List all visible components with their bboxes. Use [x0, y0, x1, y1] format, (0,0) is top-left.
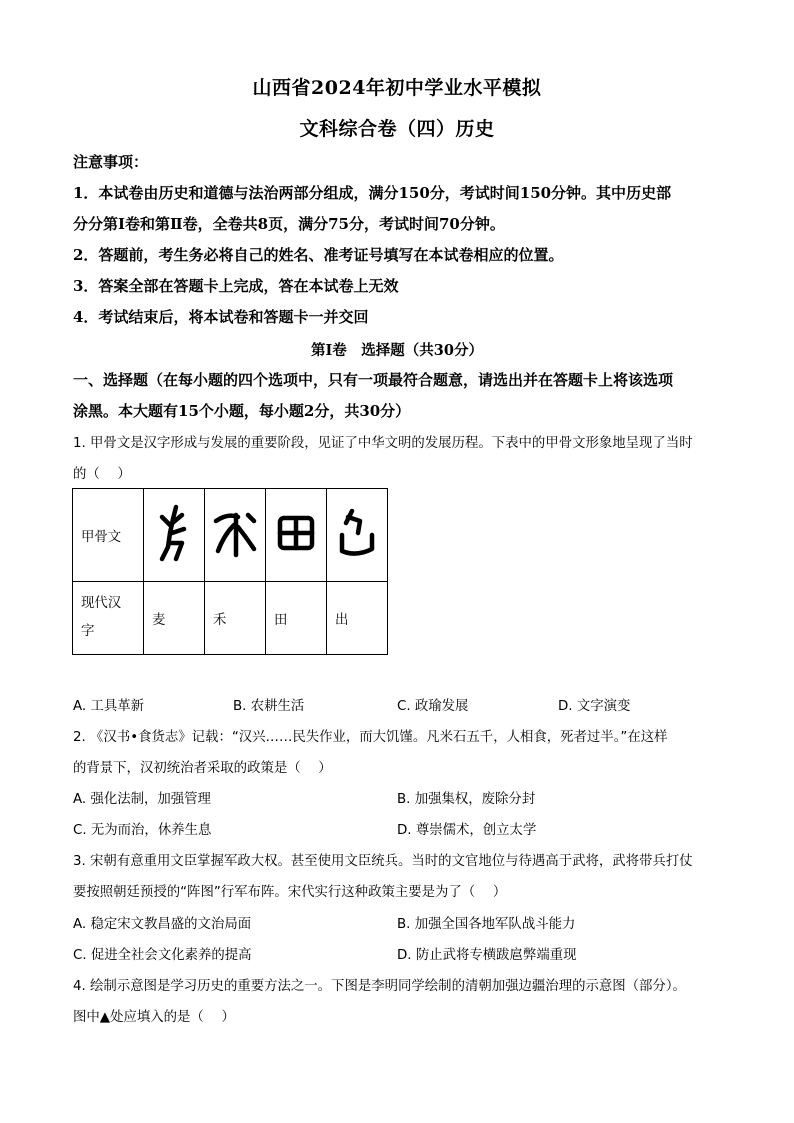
- question-1-option-b[interactable]: B. 农耕生活: [233, 699, 305, 714]
- question-3-option-b[interactable]: B. 加强全国各地军队战斗能力: [397, 917, 576, 932]
- question-1-stem: 1. 甲骨文是汉字形成与发展的重要阶段，见证了中华文明的发展历程。下表中的甲骨文形象地呈现了当时: [73, 436, 693, 451]
- question-2-stem: 的背景下，汉初统治者采取的政策是（ ）: [73, 761, 332, 776]
- oracle-chu-glyph-icon: [334, 505, 380, 561]
- notice-line: 4．考试结束后，将本试卷和答题卡一并交回: [73, 308, 369, 326]
- question-3-option-a[interactable]: A. 稳定宋文教昌盛的文治局面: [73, 917, 252, 932]
- question-4-stem: 图中▲处应填入的是（ ）: [73, 1010, 235, 1025]
- exam-title: 山西省2024年初中学业水平模拟: [252, 77, 542, 99]
- exam-subtitle: 文科综合卷（四）历史: [299, 118, 495, 140]
- notice-line: 1．本试卷由历史和道德与法治两部分组成，满分150分，考试时间150分钟。其中历史部: [73, 184, 672, 202]
- table-cell: [266, 489, 327, 582]
- table-cell: [327, 489, 388, 582]
- table-cell: [205, 489, 266, 582]
- table-cell-label: [73, 582, 144, 655]
- section-title: 第Ⅰ卷 选择题（共30分）: [311, 342, 483, 359]
- table-cell: 出: [327, 582, 388, 655]
- table-row: [73, 582, 388, 655]
- question-3-stem: 要按照朝廷预授的“阵图”行军布阵。宋代实行这种政策主要是为了（ ）: [73, 885, 507, 900]
- question-2-stem: 2. 《汉书•食货志》记载：“汉兴……民失作业，而大饥馑。凡米石五千，人相食，死者过半。”在这样: [73, 730, 668, 745]
- question-3-option-d[interactable]: D. 防止武将专横跋扈弊端重现: [397, 948, 577, 963]
- section-instructions: 一、选择题（在每小题的四个选项中，只有一项最符合题意，请选出并在答题卡上将该选项: [73, 371, 674, 389]
- table-cell: 田: [266, 582, 327, 655]
- table-row-label: 现代汉: [81, 596, 122, 611]
- question-2-option-b[interactable]: B. 加强集权，废除分封: [397, 792, 536, 807]
- section-instructions: 涂黑。本大题有15个小题，每小题2分，共30分）: [73, 402, 411, 420]
- question-1-option-d[interactable]: D. 文字演变: [558, 699, 631, 714]
- oracle-tian-glyph-icon: [275, 513, 317, 553]
- question-4-stem: 4. 绘制示意图是学习历史的重要方法之一。下图是李明同学绘制的清朝加强边疆治理的示意图（部分）。: [73, 979, 686, 994]
- oracle-mai-glyph-icon: [152, 503, 196, 563]
- table-row-label: 字: [81, 624, 95, 639]
- table-row: [73, 489, 388, 582]
- notice-line: 3．答案全部在答题卡上完成，答在本试卷上无效: [73, 277, 399, 295]
- question-3-option-c[interactable]: C. 促进全社会文化素养的提高: [73, 948, 252, 963]
- notice-line: 分分第Ⅰ卷和第Ⅱ卷，全卷共8页，满分75分，考试时间70分钟。: [73, 215, 505, 233]
- notice-heading: 注意事项：: [73, 153, 149, 171]
- question-2-option-a[interactable]: A. 强化法制，加强管理: [73, 792, 211, 807]
- question-3-stem: 3. 宋朝有意重用文臣掌握军政大权。甚至使用文臣统兵。当时的文官地位与待遇高于武将，武将带兵打仗: [73, 854, 693, 869]
- question-2-option-d[interactable]: D. 尊崇儒术，创立太学: [397, 823, 537, 838]
- question-1-option-c[interactable]: C. 政瑜发展: [397, 699, 469, 714]
- question-1-option-a[interactable]: A. 工具革新: [73, 699, 144, 714]
- table-cell-label: 甲骨文: [73, 489, 144, 582]
- question-1-stem: 的（ ）: [73, 467, 131, 482]
- oracle-he-glyph-icon: [212, 505, 258, 561]
- table-cell: 禾: [205, 582, 266, 655]
- table-cell: [144, 489, 205, 582]
- oracle-bone-table: [72, 488, 388, 655]
- table-cell: 麦: [144, 582, 205, 655]
- question-2-option-c[interactable]: C. 无为而治，休养生息: [73, 823, 212, 838]
- notice-line: 2．答题前，考生务必将自己的姓名、准考证号填写在本试卷相应的位置。: [73, 246, 564, 264]
